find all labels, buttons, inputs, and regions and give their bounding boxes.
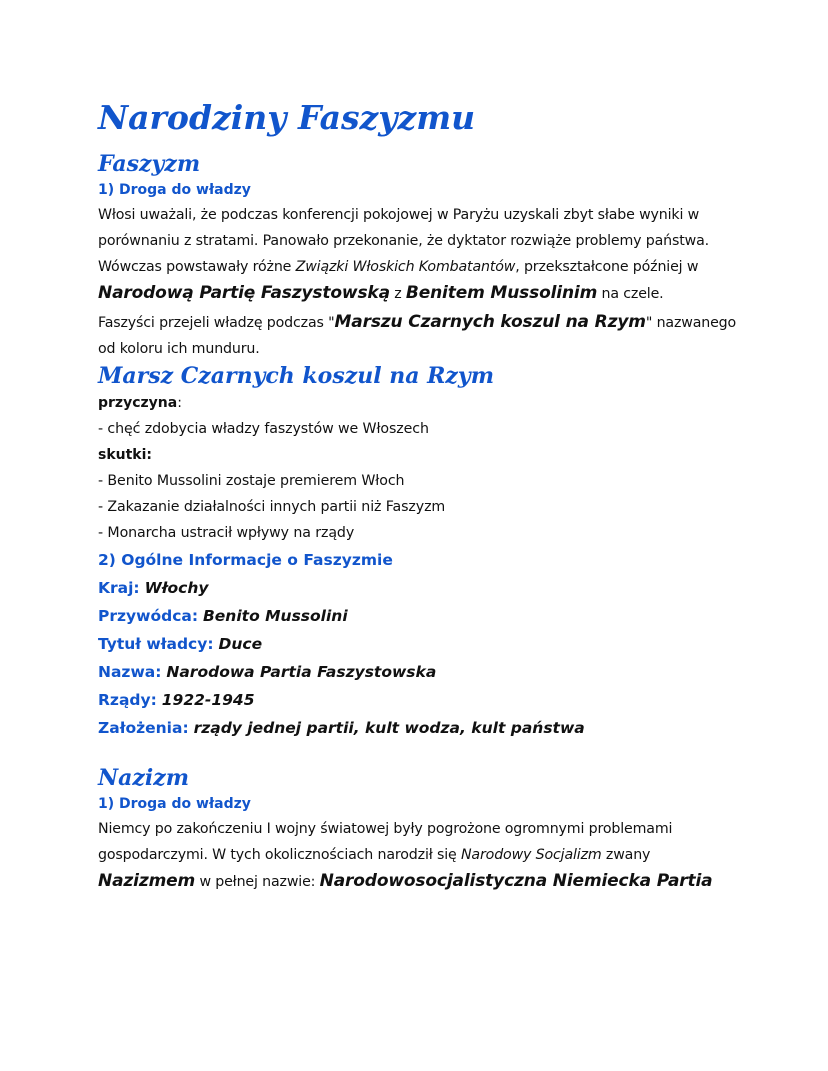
info-key: Kraj: <box>98 579 140 597</box>
document-page <box>98 96 738 895</box>
paragraph-fascism-origin <box>98 202 738 307</box>
document-title: Narodziny Faszyzmu <box>98 98 476 137</box>
info-value: Włochy <box>144 579 209 597</box>
section-spacer <box>98 742 738 764</box>
text-run: z <box>389 286 406 302</box>
cause-label <box>98 390 738 416</box>
text-run: zwany <box>601 847 651 863</box>
effect-item: - Benito Mussolini zostaje premierem Włoch <box>98 473 405 489</box>
section-heading-march: Marsz Czarnych koszul na Rzym <box>98 363 494 389</box>
info-value: 1922-1945 <box>161 691 255 709</box>
subheading-road-to-power: 1) Droga do władzy <box>98 796 251 812</box>
paragraph-nazism-origin <box>98 816 738 895</box>
section-nazism <box>98 764 738 895</box>
text-run-emphasis: Nazizmem <box>98 871 196 891</box>
info-key: Założenia: <box>98 719 189 737</box>
info-value: Duce <box>218 635 263 653</box>
text-run-emphasis: Benitem Mussolinim <box>405 283 598 303</box>
paragraph-fascism-march <box>98 309 738 362</box>
cause-label-text: przyczyna <box>98 395 178 411</box>
text-run: " nazwanego od koloru ich munduru. <box>98 315 737 357</box>
info-row-principles <box>98 714 738 742</box>
section-heading-fascism: Faszyzm <box>98 151 201 177</box>
effect-item: - Zakazanie działalności innych partii niż Faszyzm <box>98 499 446 515</box>
text-run-italic: Narodowy Socjalizm <box>460 847 602 863</box>
info-key: Tytuł władcy: <box>98 635 214 653</box>
text-run: Faszyści przejeli władzę podczas " <box>98 315 335 331</box>
info-key: Nazwa: <box>98 663 162 681</box>
subheading-general-info: 2) Ogólne Informacje o Faszyzmie <box>98 551 393 569</box>
info-row-leader <box>98 602 738 630</box>
cause-item: - chęć zdobycia władzy faszystów we Włoszech <box>98 421 429 437</box>
text-run: na czele. <box>597 286 664 302</box>
text-run: w pełnej nazwie: <box>195 874 320 890</box>
section-fascism <box>98 150 738 742</box>
info-list <box>98 574 738 742</box>
info-key: Rządy: <box>98 691 157 709</box>
info-row-rule <box>98 686 738 714</box>
text-run-emphasis: Narodową Partię Faszystowską <box>98 283 390 303</box>
effects-label: skutki: <box>98 447 153 463</box>
text-run: Niemcy po zakończeniu I wojny światowej były pogrożone ogromnymi problemami gospodarczymi. W tych okolicznościach narodził się <box>98 821 673 863</box>
effect-item: - Monarcha ustracił wpływy na rządy <box>98 525 355 541</box>
info-row-name <box>98 658 738 686</box>
info-value: rządy jednej partii, kult wodza, kult państwa <box>193 719 585 737</box>
text-run-italic: Związki Włoskich Kombatantów <box>295 259 516 275</box>
info-row-title <box>98 630 738 658</box>
cause-label-colon: : <box>177 395 182 411</box>
text-run-emphasis: Marszu Czarnych koszul na Rzym <box>334 312 646 332</box>
text-run-emphasis: Narodowosocjalistyczna Niemiecka Partia <box>319 871 713 891</box>
text-run: Włosi uważali, że podczas konferencji pokojowej w Paryżu uzyskali zbyt słabe wyniki w porównaniu z stratami. Panowało przekonanie, że dyktator rozwiąże problemy państwa. Wówczas powstawały różne <box>98 207 709 275</box>
info-key: Przywódca: <box>98 607 199 625</box>
info-value: Benito Mussolini <box>202 607 348 625</box>
info-row-country <box>98 574 738 602</box>
subheading-road-to-power: 1) Droga do władzy <box>98 182 251 198</box>
info-value: Narodowa Partia Faszystowska <box>166 663 437 681</box>
section-heading-nazism: Nazizm <box>98 765 189 791</box>
text-run: , przekształcone później w <box>515 259 699 275</box>
